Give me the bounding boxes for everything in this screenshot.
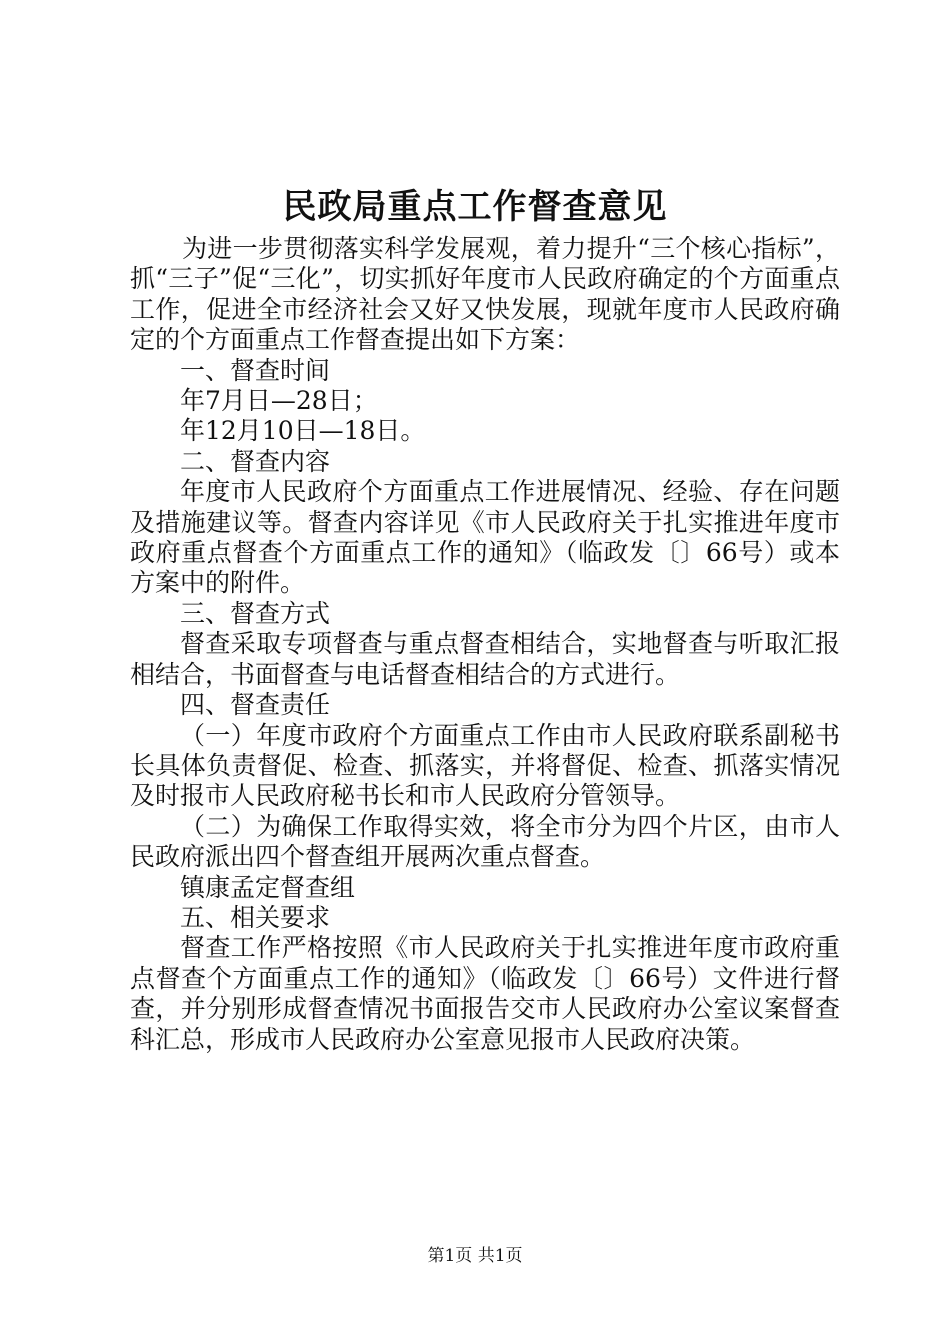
method-paragraph: 督查采取专项督查与重点督查相结合，实地督查与听取汇报相结合，书面督查与电话督查相结合的方式进行。 — [130, 629, 840, 689]
document-title: 民政局重点工作督查意见 — [282, 187, 668, 227]
section-heading-time: 一、督查时间 — [180, 355, 331, 385]
section-heading-responsibility: 四、督查责任 — [180, 690, 331, 720]
inspection-group-label: 镇康孟定督查组 — [180, 872, 356, 902]
page-footer: 第1页 共1页 — [427, 1246, 523, 1266]
responsibility-paragraph-2: （二）为确保工作取得实效，将全市分为四个片区，由市人民政府派出四个督查组开展两次重点督查。 — [130, 811, 840, 872]
section-heading-requirements: 五、相关要求 — [180, 902, 331, 932]
content-paragraph: 年度市人民政府个方面重点工作进展情况、经验、存在问题及措施建议等。督查内容详见《市人民政府关于扎实推进年度市政府重点督查个方面重点工作的通知》（临政发〔〕66号）或本方案中的附件。 — [130, 477, 840, 598]
responsibility-paragraph-1: （一）年度市政府个方面重点工作由市人民政府联系副秘书长具体负责督促、检查、抓落实，并将督促、检查、抓落实情况及时报市人民政府秘书长和市人民政府分管领导。 — [130, 720, 840, 811]
time-item-2: 年12月10日—18日。 — [180, 416, 426, 446]
section-heading-content: 二、督查内容 — [180, 446, 331, 476]
requirements-paragraph: 督查工作严格按照《市人民政府关于扎实推进年度市政府重点督查个方面重点工作的通知》（临政发〔〕66号）文件进行督查，并分别形成督查情况书面报告交市人民政府办公室议案督查科汇总，形成市人民政府办公室意见报市人民政府决策。 — [130, 933, 840, 1054]
time-item-1: 年7月日—28日； — [180, 386, 378, 416]
section-heading-method: 三、督查方式 — [180, 598, 331, 628]
document-body — [130, 234, 840, 1055]
intro-paragraph: 为进一步贯彻落实科学发展观，着力提升“三个核心指标”，抓“三子”促“三化”，切实抓好年度市人民政府确定的个方面重点工作，促进全市经济社会又好又快发展，现就年度市人民政府确定的个方面重点工作督查提出如下方案： — [130, 234, 840, 355]
